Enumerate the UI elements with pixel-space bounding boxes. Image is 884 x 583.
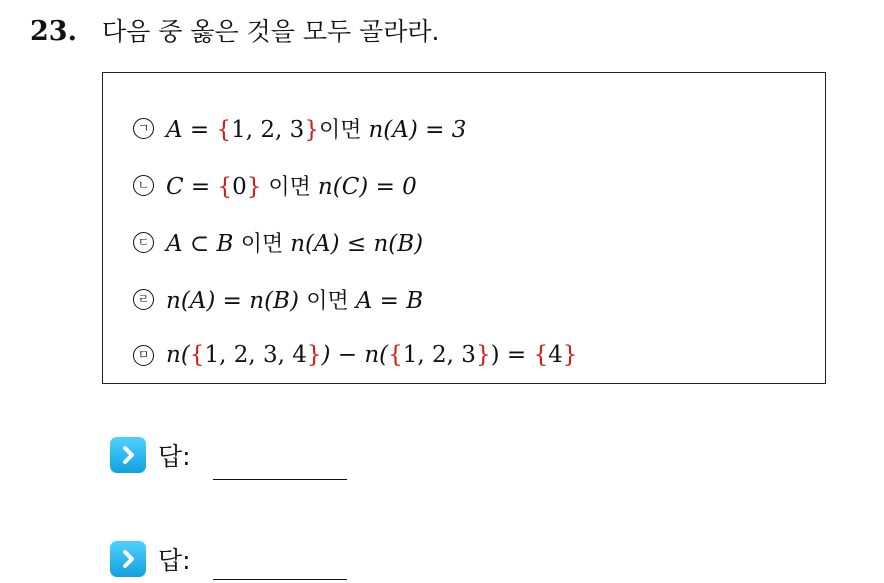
math-text: 1, 2, 3, 4 bbox=[204, 342, 307, 368]
korean-text: 이면 bbox=[261, 174, 318, 200]
math-text: 0 bbox=[232, 173, 247, 200]
question-number: 23. bbox=[30, 16, 77, 47]
math-text: ) − n( bbox=[321, 342, 389, 368]
korean-text: 이면 bbox=[306, 288, 356, 314]
choice-item bbox=[133, 282, 423, 316]
answer-row bbox=[110, 541, 191, 577]
answer-row bbox=[110, 437, 191, 473]
korean-text: 이면 bbox=[318, 117, 369, 143]
math-text: 1, 2, 3 bbox=[231, 116, 305, 143]
choice-marker: ㄹ bbox=[133, 289, 154, 310]
brace-close: } bbox=[562, 342, 578, 368]
answer-blank[interactable] bbox=[213, 479, 347, 480]
math-text: A = B bbox=[355, 287, 424, 314]
brace-close: } bbox=[304, 116, 319, 143]
math-text: 4 bbox=[548, 342, 563, 368]
math-text: n(C) = 0 bbox=[317, 173, 417, 200]
brace-close: } bbox=[475, 342, 491, 368]
math-text: A ⊂ B bbox=[166, 230, 241, 257]
math-text: 1, 2, 3 bbox=[402, 342, 476, 368]
question-header bbox=[30, 12, 439, 48]
math-text: n( bbox=[166, 342, 190, 368]
math-text: ) = bbox=[490, 342, 534, 368]
choice-item bbox=[133, 111, 466, 145]
brace-open: { bbox=[216, 116, 232, 143]
korean-text: 이면 bbox=[240, 231, 291, 257]
answer-blank[interactable] bbox=[213, 579, 347, 580]
brace-close: } bbox=[246, 173, 262, 200]
brace-open: { bbox=[388, 342, 403, 368]
choice-marker: ㄴ bbox=[133, 175, 154, 196]
math-text: n(A) = n(B) bbox=[166, 287, 307, 314]
brace-close: } bbox=[306, 342, 322, 368]
answer-label: 답: bbox=[158, 442, 191, 471]
chevron-right-icon bbox=[110, 541, 146, 577]
choice-item bbox=[133, 168, 417, 202]
brace-open: { bbox=[533, 342, 549, 368]
math-text: C = bbox=[166, 173, 218, 200]
choice-item bbox=[133, 225, 423, 259]
choice-marker: ㅁ bbox=[133, 345, 154, 366]
choice-marker: ㄷ bbox=[133, 232, 154, 253]
question-text: 다음 중 옳은 것을 모두 골라라. bbox=[102, 17, 440, 46]
choices-box bbox=[102, 72, 826, 384]
choice-item bbox=[133, 338, 577, 372]
answer-label: 답: bbox=[158, 546, 191, 575]
chevron-right-icon bbox=[110, 437, 146, 473]
math-text: n(A) = 3 bbox=[368, 116, 467, 143]
math-text: A = bbox=[166, 116, 217, 143]
math-text: n(A) ≤ n(B) bbox=[290, 230, 424, 257]
brace-open: { bbox=[189, 342, 205, 368]
brace-open: { bbox=[217, 173, 233, 200]
choice-marker: ㄱ bbox=[133, 118, 154, 139]
